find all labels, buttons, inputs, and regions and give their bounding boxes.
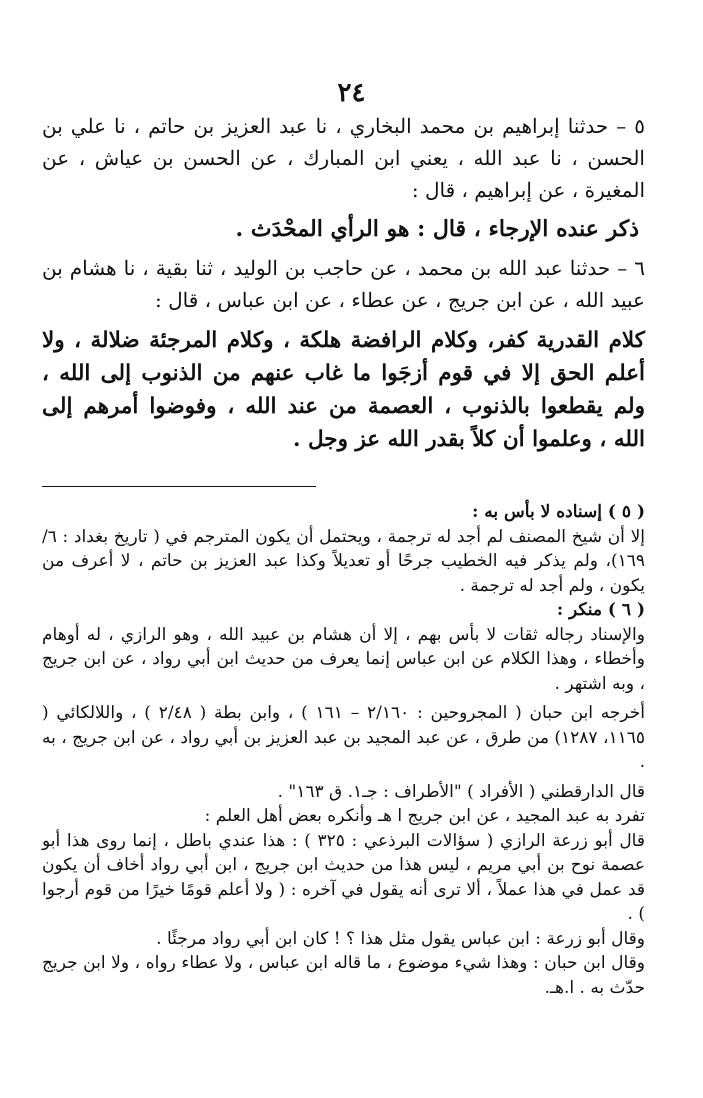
footnote-6-heading: ( ٦ ) منكر : (556, 600, 645, 620)
footnote-6-para-2: أخرجه ابن حبان ( المجروحين : ٢/١٦٠ – ١٦١ ) ، وابن بطة ( ٢/٤٨ ) ، واللالكائي ( ١١٦٥، ١٢٨٧) من طرق ، عن عبد المجيد بن عبد العزيز بن أبي رواد ، عن ابن جريج ، به . (42, 703, 645, 772)
footnote-6-para-1: والإسناد رجاله ثقات لا بأس بهم ، إلا أن هشام بن عبيد الله ، وهو الرازي ، له أوهام وأخطاء ، وهذا الكلام عن ابن عباس إنما يعرف من حديث ابن أبي رواد ، عن ابن جريج ، وبه اشتهر . (42, 624, 645, 694)
footnote-divider (42, 486, 316, 487)
footnote-6-para-5: قال أبو زرعة الرازي ( سؤالات البرذعي : ٣٢٥ ) : هذا عندي باطل ، إنما روى هذا أبو عصمة نوح بن أبي مريم ، ليس هذا من حديث ابن جريج ، ابن أبي رواد أخاف أن يكون قد عمل في هذا عملاً ، ألا ترى أنه يقول في آخره : ( ولا أعلم قومًا خيرًا من قوم أرجوا ) . (42, 830, 645, 924)
footnote-6-para-3: قال الدارقطني ( الأفراد ) "الأطراف : جـ١. ق ١٦٣" . (277, 781, 645, 802)
page-number: ٢٤ (337, 78, 366, 108)
footnote-6-para-6: وقال أبو زرعة : ابن عباس يقول مثل هذا ؟ ! كان ابن أبي رواد مرجئًا . (156, 928, 645, 949)
footnote-6-para-7: وقال ابن حبان : وهذا شيء موضوع ، ما قاله ابن عباس ، ولا عطاء رواه ، ولا ابن جريج حدّث به . ا.هـ. (42, 953, 645, 998)
footnotes (42, 500, 645, 1000)
hadith-5-text: ذكر عنده الإرجاء ، قال : هو الرأي المحْدَث . (235, 216, 639, 242)
hadith-6-text: كلام القدرية كفر، وكلام الرافضة هلكة ، وكلام المرجئة ضلالة ، ولا أعلم الحق إلا في قوم أزجَوا ما غاب عنهم من الذنوب إلى الله ، ولم يقطعوا بالذنوب ، العصمة من عند الله ، وفوضوا أمرهم إلى الله ، وعلموا أن كلاً بقدر الله عز وجل . (42, 328, 645, 452)
footnote-5-heading: ( ٥ ) إسناده لا بأس به : (472, 502, 645, 522)
main-text (42, 110, 645, 456)
hadith-5-isnad: ٥ – حدثنا إبراهيم بن محمد البخاري ، نا عبد العزيز بن حاتم ، نا علي بن الحسن ، نا عبد الله ، يعني ابن المبارك ، عن الحسن بن عياش ، عن المغيرة ، عن إبراهيم ، قال : (42, 114, 645, 202)
footnote-5-text: إلا أن شيخ المصنف لم أجد له ترجمة ، ويحتمل أن يكون المترجم في ( تاريخ بغداد : ٦/ ١٦٩)، ولم يذكر فيه الخطيب جرحًا أو تعديلاً وكذا عبد العزيز بن حاتم ، لا أعرف من يكون ، ولم أجد له ترجمة . (42, 526, 645, 596)
hadith-6-isnad: ٦ – حدثنا عبد الله بن محمد ، عن حاجب بن الوليد ، ثنا بقية ، نا هشام بن عبيد الله ، عن ابن جريج ، عن عطاء ، عن ابن عباس ، قال : (42, 256, 645, 312)
footnote-6-para-4: تفرد به عبد المجيد ، عن ابن جريج ا هـ وأنكره بعض أهل العلم : (204, 806, 645, 826)
